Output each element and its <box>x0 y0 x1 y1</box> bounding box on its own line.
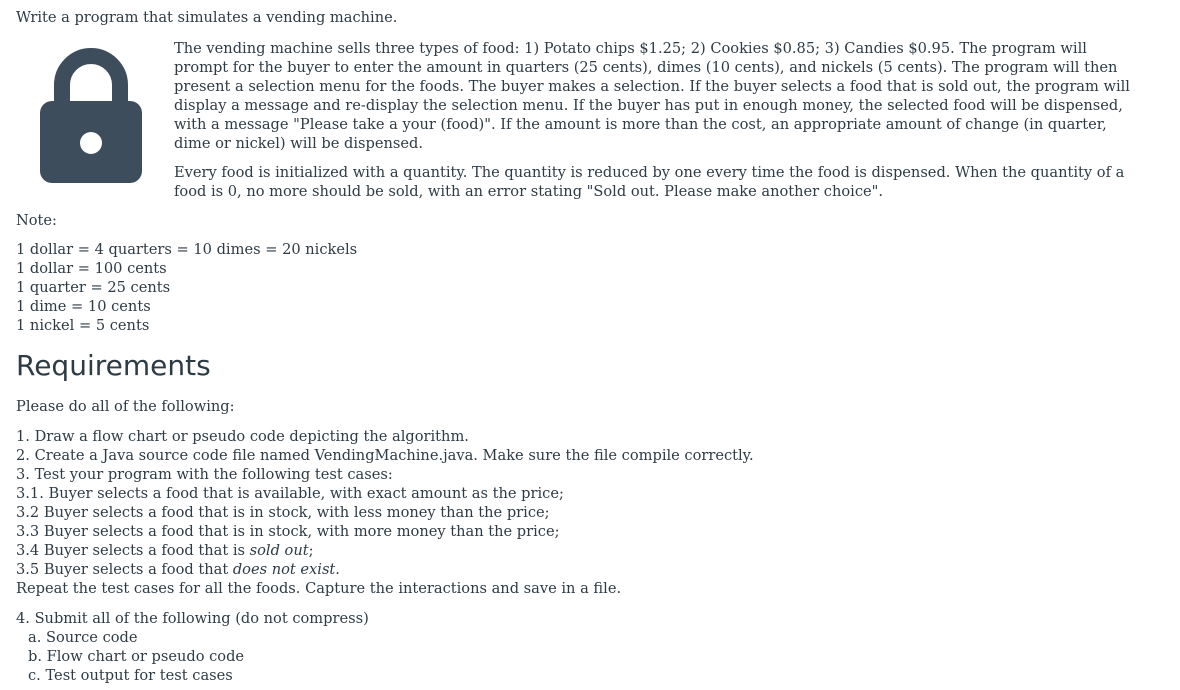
requirements-heading: Requirements <box>16 349 211 382</box>
requirement-step: 1. Draw a flow chart or pseudo code depicting the algorithm. <box>16 428 469 445</box>
description-paragraph: The vending machine sells three types of food: 1) Potato chips $1.25; 2) Cookies $0.85; 3) Candies $0.95. The program will prompt for the buyer to enter the amount in quarters (25 cents), dimes (10 cents), and nickels (5 cents). The program will then present a selection menu for the foods. The buyer makes a selection. If the buyer selects a food that is sold out, the program will display a message and re-display the selection menu. If the buyer has put in enough money, the selected food will be dispensed, with a message "Please take a your (food)". If the amount is more than the cost, an appropriate amount of change (in quarter, dime or nickel) will be dispensed. <box>174 40 1130 152</box>
note-label: Note: <box>16 212 57 229</box>
test-case-text: 3.4 Buyer selects a food that is <box>16 542 250 559</box>
repeat-instruction: Repeat the test cases for all the foods. Capture the interactions and save in a file. <box>16 580 622 597</box>
description-block <box>16 39 1166 199</box>
description-paragraph: Every food is initialized with a quantity. The quantity is reduced by one every time the food is dispensed. When the quantity of a food is 0, no more should be sold, with an error stating "Sold out. Please make another choice". <box>174 164 1125 200</box>
intro-text: Write a program that simulates a vending machine. <box>16 9 398 26</box>
submit-item: b. Flow chart or pseudo code <box>28 648 245 665</box>
lock-icon <box>40 39 142 189</box>
test-case-text: 3.5 Buyer selects a food that <box>16 561 233 578</box>
test-case: 3.2 Buyer selects a food that is in stock, with less money than the price; <box>16 504 550 521</box>
submit-title: 4. Submit all of the following (do not compress) <box>16 610 369 627</box>
submit-item: a. Source code <box>28 629 138 646</box>
submit-item: c. Test output for test cases <box>28 667 233 684</box>
assignment-content <box>16 8 1166 685</box>
conversion-line: 1 nickel = 5 cents <box>16 317 150 334</box>
description-text <box>174 39 1134 211</box>
requirement-step: 2. Create a Java source code file named VendingMachine.java. Make sure the file compile correctly. <box>16 447 754 464</box>
conversion-line: 1 dollar = 4 quarters = 10 dimes = 20 nickels <box>16 241 358 258</box>
conversion-list <box>16 240 1166 335</box>
conversion-line: 1 quarter = 25 cents <box>16 279 171 296</box>
conversion-line: 1 dime = 10 cents <box>16 298 151 315</box>
test-case-text: ; <box>308 542 314 559</box>
test-case: 3.1. Buyer selects a food that is available, with exact amount as the price; <box>16 485 564 502</box>
test-case-emphasis: sold out <box>249 542 309 559</box>
requirement-step: 3. Test your program with the following test cases: <box>16 466 393 483</box>
test-case: 3.3 Buyer selects a food that is in stock, with more money than the price; <box>16 523 560 540</box>
test-case <box>16 560 1166 579</box>
conversion-line: 1 dollar = 100 cents <box>16 260 167 277</box>
requirements-intro: Please do all of the following: <box>16 398 235 415</box>
requirements-list <box>16 427 1166 685</box>
test-case <box>16 541 1166 560</box>
test-case-emphasis: does not exist. <box>232 561 340 578</box>
